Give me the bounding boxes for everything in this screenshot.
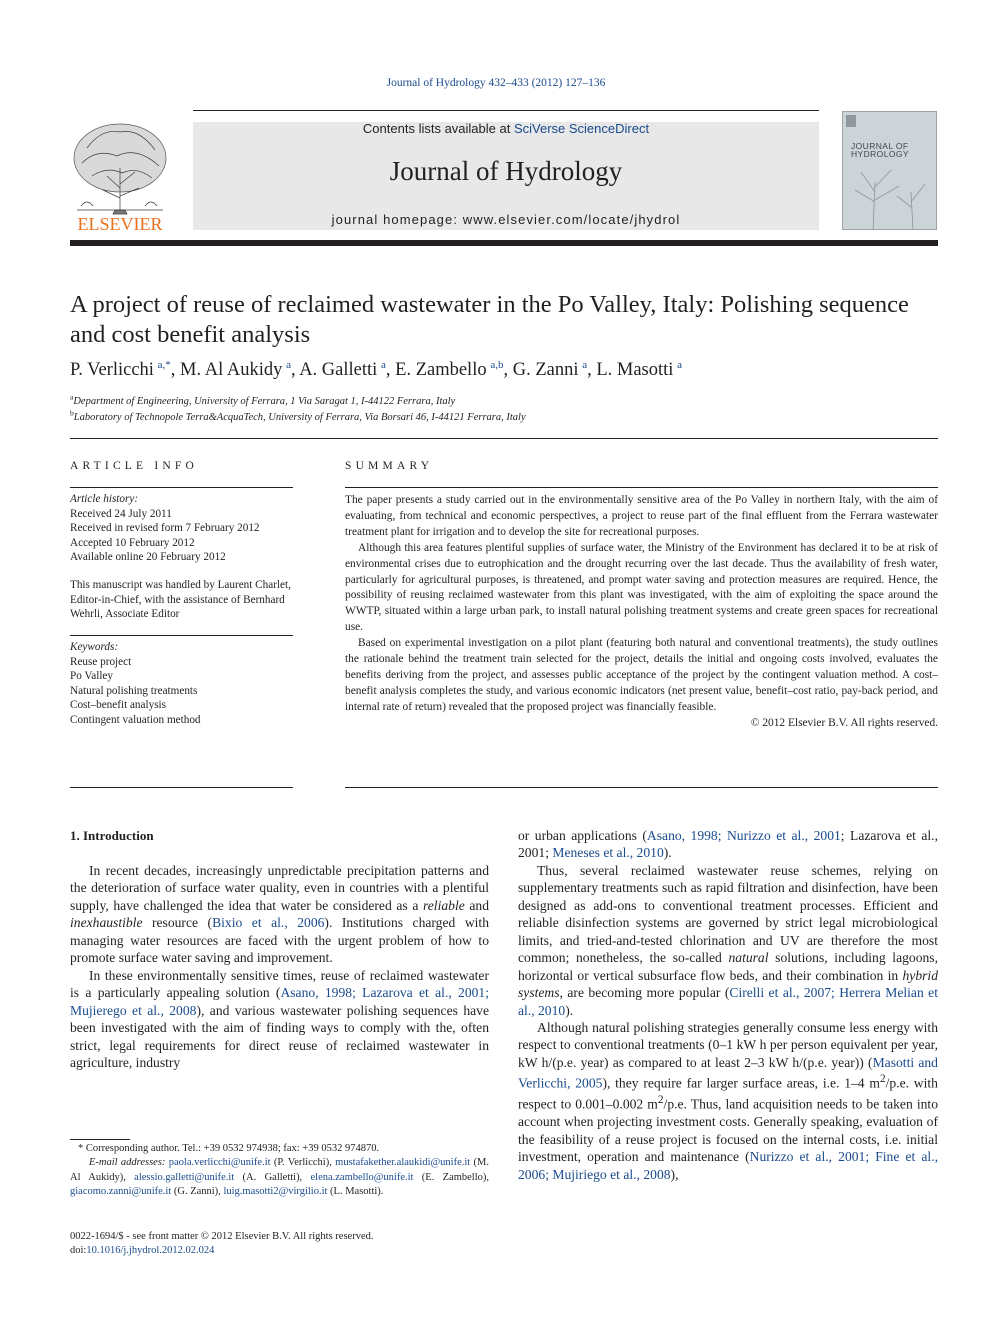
summary-rule (345, 487, 938, 488)
affiliation-list (70, 394, 940, 426)
header-top-rule (193, 110, 819, 111)
citation-link[interactable]: Bixio et al., 2006 (212, 915, 325, 931)
history-item: Received in revised form 7 February 2012 (70, 522, 260, 535)
keyword-item: Cost–benefit analysis (70, 699, 167, 712)
author[interactable] (596, 360, 682, 380)
body-paragraph: Although natural polishing strategies generally consume less energy with respect to conventional treatments (0–1 kW h per person equivalent per year, kW h/(p.e. year) as compared to at least 2–3 kW h/(p.e. year)) (Masotti and Verlicchi, 2005), they require far larger surface areas, i.e. 1–4 $m^2/p.e$. with respect to 0.001–0.002 $m^2/p.e$. Thus, land acquisition needs to be taken into account when projecting investment costs. Generally speaking, evaluation of the feasibility of a reuse project is focused on the internal costs, i.e. initial investment, operation and maintenance (Nurizzo et al., 2001; Fine et al., 2006; Mujiriego et al., 2008), (518, 1019, 938, 1182)
history-item: Available online 20 February 2012 (70, 551, 226, 564)
title-rule (70, 438, 938, 439)
contents-prefix: Contents lists available at (362, 121, 514, 136)
history-item: Received 24 July 2011 (70, 507, 172, 520)
body-column-left (70, 862, 489, 1071)
keyword-item: Natural polishing treatments (70, 684, 198, 697)
footnote-rule (70, 1139, 130, 1140)
section-heading-introduction: 1. Introduction (70, 828, 154, 843)
article-info-end-rule (70, 787, 293, 788)
doi-line: doi:10.1016/j.jhydrol.2012.02.024 (70, 1245, 215, 1257)
author-affiliation-mark[interactable]: a (381, 358, 386, 371)
author-affiliation-mark[interactable]: a,* (157, 358, 171, 371)
author-name: P. Verlicchi (70, 360, 154, 380)
email-link[interactable]: luig.masotti2@virgilio.it (223, 1186, 328, 1198)
citation-link[interactable]: Asano, 1998; Lazarova et al., 2001; Mujierego et al., 2008 (70, 985, 490, 1018)
body-paragraph: In these environmentally sensitive times, reuse of reclaimed wastewater is a particularly appealing solution (Asano, 1998; Lazarova et al., 2001; Mujierego et al., 2008), and various wastewater polishing sequences have been investigated with the aim of finding ways to comply with the, often strict, legal requirements for direct reuse of reclaimed wastewater in agriculture, industry (70, 967, 490, 1070)
author[interactable] (395, 360, 503, 380)
copyright-line: © 2012 Elsevier B.V. All rights reserved. (750, 716, 938, 729)
body-column-right (518, 827, 938, 1183)
author-name: L. Masotti (596, 360, 674, 380)
author[interactable] (299, 360, 386, 380)
citation-link[interactable]: Cirelli et al., 2007; Herrera Melian et al., 2010 (518, 985, 938, 1018)
sciencedirect-link[interactable]: SciVerse ScienceDirect (513, 121, 650, 136)
article-title: A project of reuse of reclaimed wastewater in the Po Valley, Italy: Polishing sequence and cost benefit analysis (70, 291, 909, 348)
cover-title-line2: HYDROLOGY (851, 149, 909, 159)
corresponding-author-line: * Corresponding author. Tel.: +39 0532 974938; fax: +39 0532 974870. (78, 1143, 380, 1154)
cover-title-line1: JOURNAL OF (851, 141, 909, 151)
keywords (70, 640, 295, 728)
email-link[interactable]: paola.verlicchi@unife.it (168, 1157, 271, 1169)
author-list: P. Verlicchi $^{a,*}$, M. Al Aukidy $^a$, A. Galletti $^a$, E. Zambello $^{a,b}$, G. Zanni $^a$, L. Masotti $^a$ (70, 358, 683, 380)
author-name: M. Al Aukidy (180, 360, 283, 380)
citation-link[interactable]: Meneses et al., 2010 (552, 845, 664, 861)
summary-body (345, 493, 938, 732)
author[interactable] (180, 360, 291, 380)
cover-title (851, 142, 909, 158)
summary-end-rule (345, 787, 938, 788)
journal-cover-thumbnail (842, 111, 937, 230)
author-affiliation-mark[interactable]: a,b (490, 358, 504, 371)
affiliation: $^b$Laboratory of Technopole Terra&AcquaTech, University of Ferrara, Via Borsari 46, I-44121 Ferrara, Italy (70, 408, 526, 423)
email-link[interactable]: elena.zambello@unife.it (310, 1171, 414, 1183)
author-name: G. Zanni (512, 360, 579, 380)
email-link[interactable]: alessio.galletti@unife.it (134, 1171, 235, 1183)
summary-paragraph: The paper presents a study carried out in the environmentally sensitive area of the Po Valley in northern Italy, with the aim of evaluating, from technical and economic perspectives, a project to reuse part of the final effluent from the Ferrara wastewater treatment plant for irrigation and to develop the site for recreational purposes. (345, 494, 938, 538)
elsevier-logo (67, 118, 173, 234)
author-affiliation-mark[interactable]: a (286, 358, 291, 371)
keyword-item: Reuse project (70, 655, 132, 668)
keyword-item: Contingent valuation method (70, 713, 201, 726)
issn-doi-block (70, 1230, 489, 1259)
journal-citation[interactable]: Journal of Hydrology 432–433 (2012) 127–136 (386, 77, 606, 89)
cover-tree-icon (843, 112, 937, 230)
affiliation: $^a$Department of Engineering, University of Ferrara, 1 Via Saragat 1, I-44122 Ferrara, Italy (70, 392, 456, 407)
article-history (70, 492, 295, 622)
corresponding-author-footnote (70, 1142, 489, 1200)
journal-homepage[interactable]: journal homepage: www.elsevier.com/locate/jhydrol (331, 212, 681, 227)
contents-line (193, 121, 819, 136)
summary-heading: SUMMARY (345, 460, 434, 472)
author-affiliation-mark[interactable]: a (582, 358, 588, 371)
journal-name: Journal of Hydrology (389, 156, 623, 186)
author[interactable] (70, 360, 171, 380)
front-matter-line: 0022-1694/$ - see front matter © 2012 Elsevier B.V. All rights reserved. (70, 1231, 374, 1242)
citation-link[interactable]: Nurizzo et al., 2001; Fine et al., 2006; Mujiriego et al., 2008 (518, 1149, 938, 1182)
body-paragraph: or urban applications (Asano, 1998; Nurizzo et al., 2001; Lazarova et al., 2001; Meneses et al., 2010). (518, 828, 938, 861)
keyword-item: Po Valley (70, 670, 113, 683)
summary-paragraph: Based on experimental investigation on a pilot plant (featuring both natural and conventional treatments), the study outlines the rationale behind the treatment train selected for the project, details the initial and ongoing costs involved, evaluates the benefits deriving from the project, and assesses public acceptance of the project by the contingent valuation method. A cost–benefit analysis completes the study, and various economic indicators (net present value, benefit–cost ratio, pay-back period, and internal rate of return) revealed that the proposed project was financially feasible. (345, 637, 938, 713)
email-addresses: E-mail addresses: paola.verlicchi@unife.it (P. Verlicchi), mustafakether.alaukidi@unife.it (M. Al Aukidy), alessio.galletti@unife.it (A. Galletti), elena.zambello@unife.it (E. Zambello), giacomo.zanni@unife.it (G. Zanni), luig.masotti2@virgilio.it (L. Masotti). (70, 1157, 489, 1198)
article-info-rule (70, 487, 293, 488)
citation-link[interactable]: Masotti and Verlicchi, 2005 (518, 1054, 938, 1091)
author-affiliation-mark[interactable]: a (677, 358, 683, 371)
handled-by-note: This manuscript was handled by Laurent Charlet, Editor-in-Chief, with the assistance of Bernhard Wehrli, Associate Editor (70, 578, 291, 621)
email-link[interactable]: mustafakether.alaukidi@unife.it (335, 1157, 471, 1169)
citation-link[interactable]: Asano, 1998; Nurizzo et al., 2001 (646, 828, 841, 843)
header-thick-rule (70, 240, 938, 246)
history-label: Article history: (70, 493, 139, 505)
author-name: E. Zambello (395, 360, 487, 380)
author-name: A. Galletti (299, 360, 378, 380)
body-paragraph: Thus, several reclaimed wastewater reuse schemes, relying on supplementary treatments such as rapid filtration and disinfection, have been designed as add-ons to conventional treatment processes. Efficient and reliable disinfection systems are governed by strict legal microbiological limits, and tried-and-tested chlorination and UV are therefore the most common; nonetheless, the so-called natural solutions, including lagoons, horizontal or vertical subsurface flow beds, and their combination in hybrid systems, are becoming more popular (Cirelli et al., 2007; Herrera Melian et al., 2010). (518, 862, 938, 1018)
doi-link[interactable]: 10.1016/j.jhydrol.2012.02.024 (86, 1245, 215, 1257)
author[interactable] (513, 360, 587, 380)
article-info-heading: ARTICLE INFO (70, 460, 198, 472)
keywords-label: Keywords: (70, 641, 119, 653)
body-paragraph: In recent decades, increasingly unpredictable precipitation patterns and the deterioration of surface water quality, even in countries with a plentiful supply, have challenged the idea that water be considered as a reliable and inexhaustible resource (Bixio et al., 2006). Institutions charged with managing water resources are faced with the urgent problem of how to promote surface water saving and improvement. (70, 863, 490, 966)
summary-paragraph: Although this area features plentiful supplies of surface water, the Ministry of the Environment has declared it to be at risk of environmental crises due to eutrophication and the drought recurring over the last decade. Thus the availability of fresh water, particularly for agricultural purposes, is threatened, and prompt water saving and protection measures are required. Hence, the possibility of reusing reclaimed wastewater from this plant was investigated, with the aim of exploiting the space around the WWTP, situated within a large urban park, to install natural polishing treatment systems and create green spaces for recreational use. (345, 541, 938, 634)
keywords-rule (70, 635, 293, 636)
history-item: Accepted 10 February 2012 (70, 536, 195, 549)
email-link[interactable]: giacomo.zanni@unife.it (70, 1186, 172, 1198)
elsevier-tree-icon (67, 118, 173, 234)
elsevier-wordmark: ELSEVIER (77, 214, 163, 234)
